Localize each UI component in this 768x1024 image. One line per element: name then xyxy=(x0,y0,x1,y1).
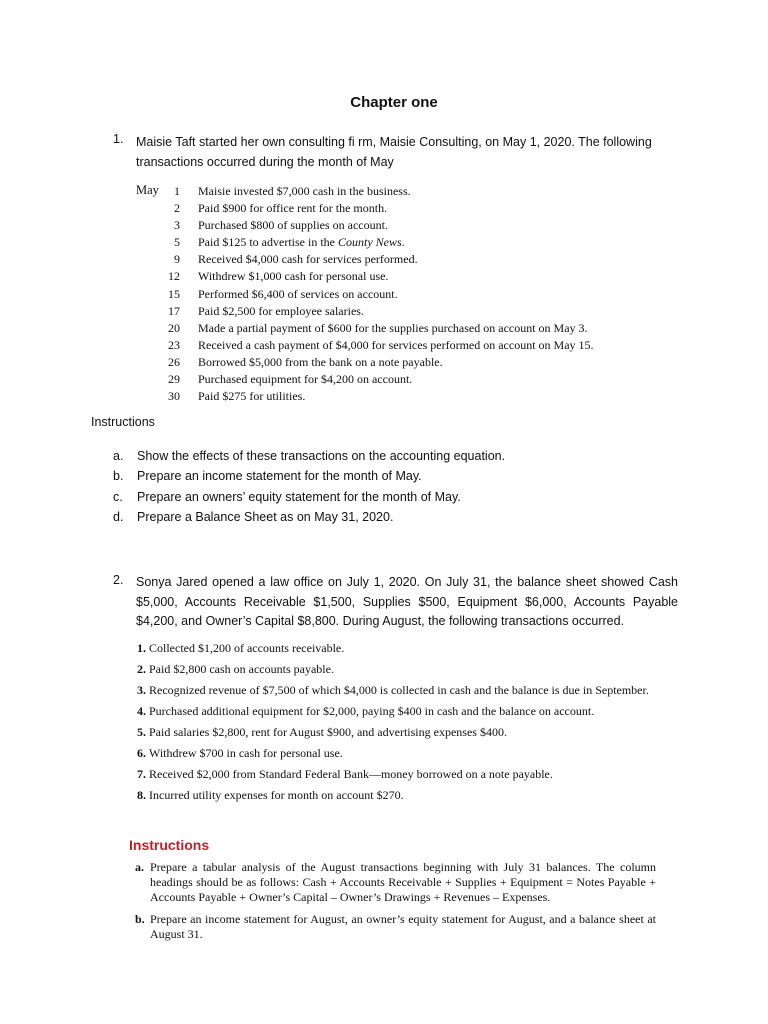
transaction-item xyxy=(137,746,657,761)
transaction-text: Withdrew $1,000 cash for personal use. xyxy=(198,269,389,284)
transaction-day: 3 xyxy=(174,218,180,233)
instruction-text: Prepare an income statement for August, an owner’s equity statement for August, and a balance sheet at August 31. xyxy=(150,912,656,941)
transaction-text: Withdrew $700 in cash for personal use. xyxy=(149,746,343,760)
transaction-row xyxy=(160,388,680,405)
transaction-day: 2 xyxy=(174,201,180,216)
instruction-item xyxy=(135,860,656,905)
transaction-text: Paid $900 for office rent for the month. xyxy=(198,201,388,216)
transaction-text: Purchased $800 of supplies on account. xyxy=(198,218,388,233)
transaction-row xyxy=(160,371,680,388)
transaction-day: 5 xyxy=(174,235,180,250)
transaction-row xyxy=(160,217,680,234)
question-1-text: Maisie Taft started her own consulting fi rm, Maisie Consulting, on May 1, 2020. The following transactions occurred during the month of May xyxy=(136,135,652,169)
transaction-number: 8. xyxy=(137,788,146,802)
question-1-number: 1. xyxy=(113,132,124,146)
question-2-number: 2. xyxy=(113,573,124,587)
transaction-item xyxy=(137,788,657,803)
transaction-row xyxy=(160,251,680,268)
transaction-row xyxy=(160,303,680,320)
instructions-heading-2: Instructions xyxy=(129,837,210,853)
instruction-letter: c. xyxy=(113,489,123,504)
transaction-text: Made a partial payment of $600 for the supplies purchased on account on May 3. xyxy=(198,320,588,335)
august-transactions-list xyxy=(137,641,657,809)
transaction-text: Borrowed $5,000 from the bank on a note payable. xyxy=(198,354,443,369)
transaction-row xyxy=(160,337,680,354)
instruction-item xyxy=(113,466,505,486)
instruction-text: Prepare a tabular analysis of the August transactions beginning with July 31 balances. The column headings should be as follows: Cash + Accounts Receivable + Supplies + Equipment = Notes Payable + Accounts Payable + Owner’s Capital – Owner’s Drawings + Revenues – Expenses. xyxy=(150,860,656,904)
transaction-day: 20 xyxy=(168,320,180,335)
transaction-text: Recognized revenue of $7,500 of which $4,000 is collected in cash and the balance is due in September. xyxy=(149,683,649,697)
transaction-number: 4. xyxy=(137,704,146,718)
transaction-number: 3. xyxy=(137,683,146,697)
instructions-list-1 xyxy=(113,446,505,527)
transaction-text: Received $4,000 cash for services performed. xyxy=(198,252,418,267)
transaction-day: 9 xyxy=(174,252,180,267)
transaction-row xyxy=(160,183,680,200)
transaction-text: Received $2,000 from Standard Federal Bank—money borrowed on a note payable. xyxy=(149,767,553,781)
transaction-day: 12 xyxy=(168,269,180,284)
instruction-letter: a. xyxy=(113,449,124,463)
transaction-text: Paid $2,800 cash on accounts payable. xyxy=(149,662,334,676)
question-2-text: Sonya Jared opened a law office on July 1, 2020. On July 31, the balance sheet showed Cash $5,000, Accounts Receivable $1,500, Supplies $500, Equipment $6,000, Accounts Payable $4,200, and Owner’s Capital $8,800. During August, the following transactions occurred. xyxy=(136,575,678,628)
transaction-number: 2. xyxy=(137,662,146,676)
transaction-day: 1 xyxy=(174,184,180,198)
transaction-row xyxy=(160,268,680,285)
transaction-number: 6. xyxy=(137,746,146,760)
transaction-text: Purchased equipment for $4,200 on account. xyxy=(198,372,413,387)
transaction-day: 23 xyxy=(168,337,180,352)
transaction-text: Paid $2,500 for employee salaries. xyxy=(198,303,364,318)
transaction-item xyxy=(137,767,657,782)
transaction-text: Paid $275 for utilities. xyxy=(198,389,306,404)
transaction-day: 30 xyxy=(168,389,180,404)
transaction-text: Paid salaries $2,800, rent for August $900, and advertising expenses $400. xyxy=(149,725,507,739)
transaction-day: 15 xyxy=(168,286,180,301)
instructions-heading-1: Instructions xyxy=(91,415,155,429)
instruction-text: Prepare an owners’ equity statement for the month of May. xyxy=(137,489,461,504)
instruction-text: Show the effects of these transactions on the accounting equation. xyxy=(137,449,506,463)
transaction-row xyxy=(160,200,680,217)
transaction-text: Incurred utility expenses for month on account $270. xyxy=(149,788,404,802)
transaction-item xyxy=(137,725,657,740)
transaction-item xyxy=(137,704,657,719)
transaction-text: Paid $125 to advertise in the County News. xyxy=(198,235,405,250)
instruction-letter: b. xyxy=(135,912,145,926)
instruction-text: Prepare an income statement for the month of May. xyxy=(137,469,422,484)
instruction-letter: d. xyxy=(113,509,124,524)
may-transactions-list xyxy=(160,183,680,405)
transaction-text: Purchased additional equipment for $2,000, paying $400 in cash and the balance on account. xyxy=(149,704,595,718)
instructions-list-2 xyxy=(135,860,656,949)
transaction-number: 5. xyxy=(137,725,146,739)
transaction-text: Maisie invested $7,000 cash in the business. xyxy=(198,184,411,198)
transaction-item xyxy=(137,662,657,677)
transaction-item xyxy=(137,683,657,698)
instruction-item xyxy=(113,487,505,507)
instruction-letter: b. xyxy=(113,469,124,484)
instruction-text: Prepare a Balance Sheet as on May 31, 2020. xyxy=(137,509,394,524)
transaction-row xyxy=(160,234,680,251)
transaction-item xyxy=(137,641,657,656)
instruction-item xyxy=(135,912,656,942)
transaction-text: Received a cash payment of $4,000 for services performed on account on May 15. xyxy=(198,337,594,352)
transaction-row xyxy=(160,320,680,337)
transaction-row xyxy=(160,354,680,371)
transaction-day: 29 xyxy=(168,372,180,387)
month-label: May xyxy=(136,183,159,197)
transaction-text: Collected $1,200 of accounts receivable. xyxy=(149,641,345,655)
transaction-day: 17 xyxy=(168,303,180,318)
instruction-item xyxy=(113,446,505,466)
transaction-number: 7. xyxy=(137,767,146,781)
instruction-item xyxy=(113,507,505,527)
transaction-text: Performed $6,400 of services on account. xyxy=(198,286,398,301)
transaction-day: 26 xyxy=(168,354,180,369)
page-title: Chapter one xyxy=(350,94,438,111)
transaction-row xyxy=(160,286,680,303)
transaction-number: 1. xyxy=(137,641,146,655)
instruction-letter: a. xyxy=(135,860,144,874)
